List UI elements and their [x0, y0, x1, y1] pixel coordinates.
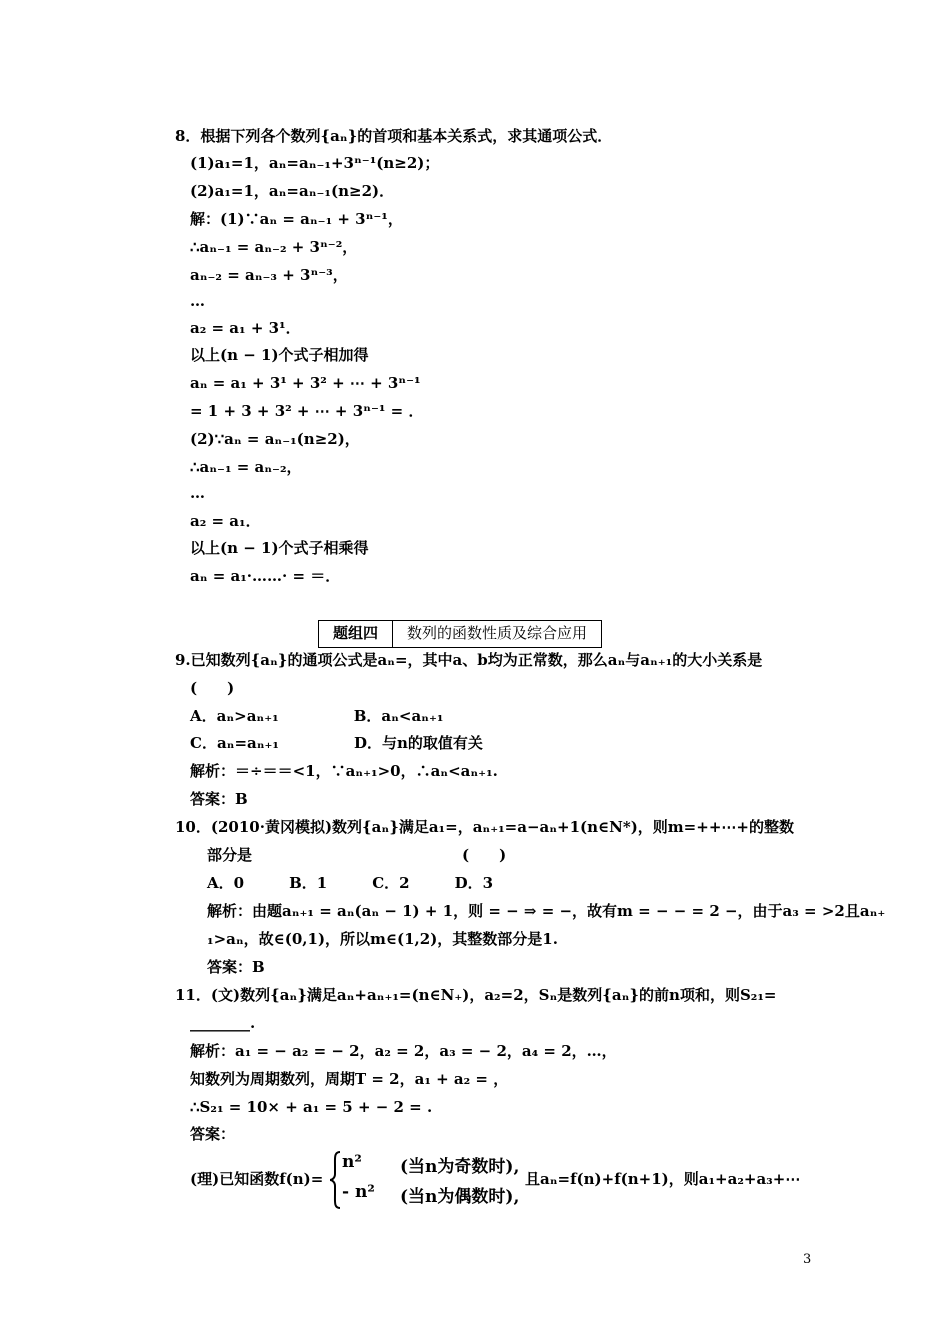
- line-q8-s14: aₙ = a₁·……· = ＝．: [190, 567, 341, 585]
- line-q9-sol: 解析：＝÷＝＝<1，∵aₙ₊₁>0，∴aₙ<aₙ₊₁.: [190, 762, 498, 780]
- case-even-condition: (当n为偶数时),: [400, 1187, 520, 1207]
- line-q8-p2: (2)a₁=1，aₙ=aₙ₋₁(n≥2)．: [190, 182, 395, 200]
- line-q8-s5: a₂ = a₁ + 3¹．: [190, 319, 301, 337]
- line-q10-title: 10．(2010·黄冈模拟)数列{aₙ}满足a₁=，aₙ₊₁=a−aₙ+1(n∈N*)，则m=++⋯+的整数: [175, 818, 794, 836]
- piecewise-lead: (理)已知函数f(n)=: [190, 1170, 324, 1188]
- line-q10-sol2: ₁>aₙ，故∈(0,1)，所以m∈(1,2)，其整数部分是1.: [207, 930, 558, 948]
- case-odd-expression: n²: [342, 1152, 362, 1172]
- page-number: 3: [803, 1252, 812, 1267]
- line-q10-title2: 部分是 ( ): [207, 846, 507, 864]
- line-q11-title: 11．(文)数列{aₙ}满足aₙ+aₙ₊₁=(n∈N₊)，a₂=2，Sₙ是数列{aₙ}的前n项和，则S₂₁=: [175, 986, 777, 1004]
- line-q10-ans: 答案：B: [207, 958, 265, 976]
- line-q8-s6: 以上(n − 1)个式子相加得: [190, 346, 369, 364]
- line-q8-s4: …: [190, 292, 205, 310]
- line-q8-s3: aₙ₋₂ = aₙ₋₃ + 3ⁿ⁻³，: [190, 266, 348, 284]
- line-q10-sol1: 解析：由题aₙ₊₁ = aₙ(aₙ − 1) + 1，则 = − ⇒ = −，故有m = − − = 2 −，由于a₃ = >2且aₙ₊: [207, 902, 886, 920]
- line-q8-title: 8．根据下列各个数列{aₙ}的首项和基本关系式，求其通项公式．: [175, 127, 613, 145]
- line-q8-s7: aₙ = a₁ + 3¹ + 3² + ⋯ + 3ⁿ⁻¹: [190, 374, 421, 392]
- line-q11-blank: ________.: [190, 1014, 256, 1032]
- section-label: 题组四: [333, 624, 379, 642]
- line-q11-sol2: 知数列为周期数列，周期T = 2，a₁ + a₂ = ，: [190, 1070, 509, 1088]
- line-q8-s9: (2)∵aₙ = aₙ₋₁(n≥2)，: [190, 430, 360, 448]
- line-q9-title: 9.已知数列{aₙ}的通项公式是aₙ=，其中a、b均为正常数，那么aₙ与aₙ₊₁的大小关系是: [175, 651, 763, 669]
- line-q10-opts: A．0 B．1 C．2 D．3: [207, 874, 494, 892]
- piecewise-tail: 且aₙ=f(n)+f(n+1)，则a₁+a₂+a₃+⋯: [525, 1170, 801, 1188]
- line-q8-s12: a₂ = a₁．: [190, 512, 261, 530]
- line-q8-s10: ∴aₙ₋₁ = aₙ₋₂，: [190, 458, 302, 476]
- line-q9-ab: A．aₙ>aₙ₊₁ B．aₙ<aₙ₊₁: [190, 707, 444, 725]
- line-q8-s8: = 1 + 3 + 3² + ⋯ + 3ⁿ⁻¹ = ．: [190, 402, 424, 420]
- line-q9-paren: ( ): [190, 679, 235, 697]
- line-q9-ans: 答案：B: [190, 790, 248, 808]
- section-title-box: [318, 620, 602, 648]
- case-even-expression: - n²: [342, 1182, 375, 1202]
- line-q11-sol1: 解析：a₁ = − a₂ = − 2，a₂ = 2，a₃ = − 2，a₄ = 2，…，: [190, 1042, 617, 1060]
- line-q8-s11: …: [190, 484, 205, 502]
- case-odd-condition: (当n为奇数时),: [400, 1157, 520, 1177]
- line-q8-s2: ∴aₙ₋₁ = aₙ₋₂ + 3ⁿ⁻²，: [190, 238, 358, 256]
- line-q11-ans: 答案：: [190, 1125, 236, 1143]
- line-q8-p1: (1)a₁=1，aₙ=aₙ₋₁+3ⁿ⁻¹(n≥2)；: [190, 154, 440, 172]
- left-brace-icon: [328, 1150, 342, 1210]
- line-q8-s1: 解：(1)∵aₙ = aₙ₋₁ + 3ⁿ⁻¹，: [190, 210, 403, 228]
- line-q9-cd: C．aₙ=aₙ₊₁ D．与n的取值有关: [190, 734, 483, 752]
- line-q11-sol3: ∴S₂₁ = 10× + a₁ = 5 + − 2 = .: [190, 1098, 433, 1116]
- section-title: 数列的函数性质及综合应用: [392, 621, 601, 647]
- line-q8-s13: 以上(n − 1)个式子相乘得: [190, 539, 369, 557]
